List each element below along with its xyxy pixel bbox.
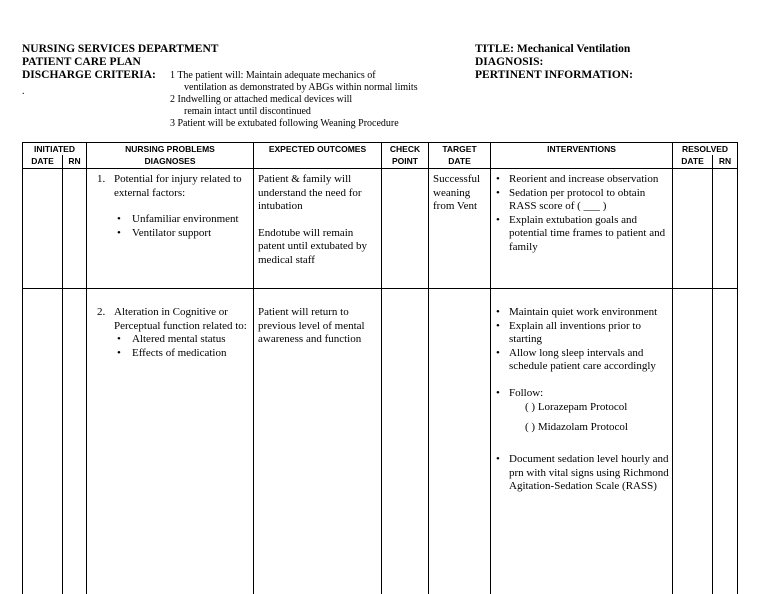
interventions-list [491,289,672,494]
col-problems-sub: DIAGNOSES [87,155,254,169]
col-outcomes: EXPECTED OUTCOMES [254,143,382,156]
outcome-text: Patient & family will understand the need for intubation [258,173,362,212]
diagnosis-label: DIAGNOSIS: [475,56,544,68]
discharge-criteria-label: DISCHARGE CRITERIA: [22,69,156,81]
header-row-1 [23,143,738,156]
criterion-2-line-2: remain intact until discontinued [184,105,311,117]
resolved-date-cell[interactable] [673,289,713,594]
problem-text: Alteration in Cognitive or Perceptual function related to: [114,306,247,332]
list-item: • Maintain quiet work environment [491,306,670,320]
plan-topic-title: TITLE: Mechanical Ventilation [475,43,631,55]
care-plan-table [22,142,738,594]
stray-dot: . [22,86,25,97]
resolved-date-cell[interactable] [673,169,713,289]
list-item: • Document sedation level hourly and prn with vital signs using Richmond Agitation-Sedation Scale (RASS) [491,453,670,494]
list-item: • Ventilator support [114,227,251,241]
outcome-cell [254,169,382,289]
criterion-3: 3 Patient will be extubated following Weaning Procedure [170,118,399,129]
outcome-cell [254,289,382,594]
col-initiated-rn: RN [63,155,87,169]
plan-title: PATIENT CARE PLAN [22,56,141,68]
initiated-date-cell[interactable] [23,169,63,289]
midazolam-option: ( ) Midazolam Protocol [525,420,628,433]
interventions-list [491,169,672,254]
follow-label: Follow: [509,386,544,399]
interventions-cell [491,289,673,594]
outcome-text: Patient will return to previous level of mental awareness and function [258,306,365,345]
criterion-1-line-1: 1 The patient will: Maintain adequate mechanics of [170,70,376,81]
problem-number: 1. [97,173,106,185]
interventions-cell [491,169,673,289]
col-resolved-date: DATE [673,155,713,169]
list-item: • Reorient and increase observation [491,173,670,187]
list-item: • Explain extubation goals and potential time frames to patient and family [491,214,670,255]
col-problems: NURSING PROBLEMS [87,143,254,156]
initiated-rn-cell[interactable] [63,289,87,594]
problem-cell [87,289,254,594]
criterion-2-line-1: 2 Indwelling or attached medical devices will [170,94,353,105]
col-target-sub: DATE [429,155,491,169]
target-date-cell [429,169,491,289]
col-check-sub: POINT [382,155,429,169]
col-target: TARGET [429,143,491,156]
department-title: NURSING SERVICES DEPARTMENT [22,43,219,55]
target-date-cell[interactable] [429,289,491,594]
header-row-2 [23,155,738,169]
initiated-rn-cell[interactable] [63,169,87,289]
problem-cell [87,169,254,289]
list-item: • Allow long sleep intervals and schedule patient care accordingly [491,347,670,374]
col-outcomes-sub [254,155,382,169]
lorazepam-option: ( ) Lorazepam Protocol [525,401,628,413]
problem-text: Potential for injury related to external factors: [114,173,242,199]
problem-number: 2. [97,306,106,318]
resolved-rn-cell[interactable] [713,289,738,594]
list-item: • Sedation per protocol to obtain RASS score of ( ___ ) [491,187,670,214]
col-check: CHECK [382,143,429,156]
table-row [23,289,738,594]
target-text: Successful weaning from Vent [433,173,481,212]
problem-factors [97,213,251,240]
resolved-rn-cell[interactable] [713,169,738,289]
criterion-1-line-2: ventilation as demonstrated by ABGs within normal limits [184,81,418,93]
col-interventions: INTERVENTIONS [491,143,673,156]
col-interventions-sub [491,155,673,169]
col-resolved-rn: RN [713,155,738,169]
list-item: • Altered mental status [114,333,251,347]
pertinent-info-label: PERTINENT INFORMATION: [475,69,633,81]
list-item: • Explain all inventions prior to starting [491,320,670,347]
list-item: • Unfamiliar environment [114,213,251,227]
check-point-cell[interactable] [382,169,429,289]
outcome-text-2: Endotube will remain patent until extubated by medical staff [258,226,368,266]
check-point-cell[interactable] [382,289,429,594]
list-item: • Effects of medication [114,347,251,361]
table-row [23,169,738,289]
initiated-date-cell[interactable] [23,289,63,594]
col-initiated-date: DATE [23,155,63,169]
col-resolved: RESOLVED [673,143,738,156]
list-item-follow [491,387,670,435]
problem-factors [97,333,251,360]
discharge-criteria-list [170,70,418,130]
col-initiated: INITIATED [23,143,87,156]
